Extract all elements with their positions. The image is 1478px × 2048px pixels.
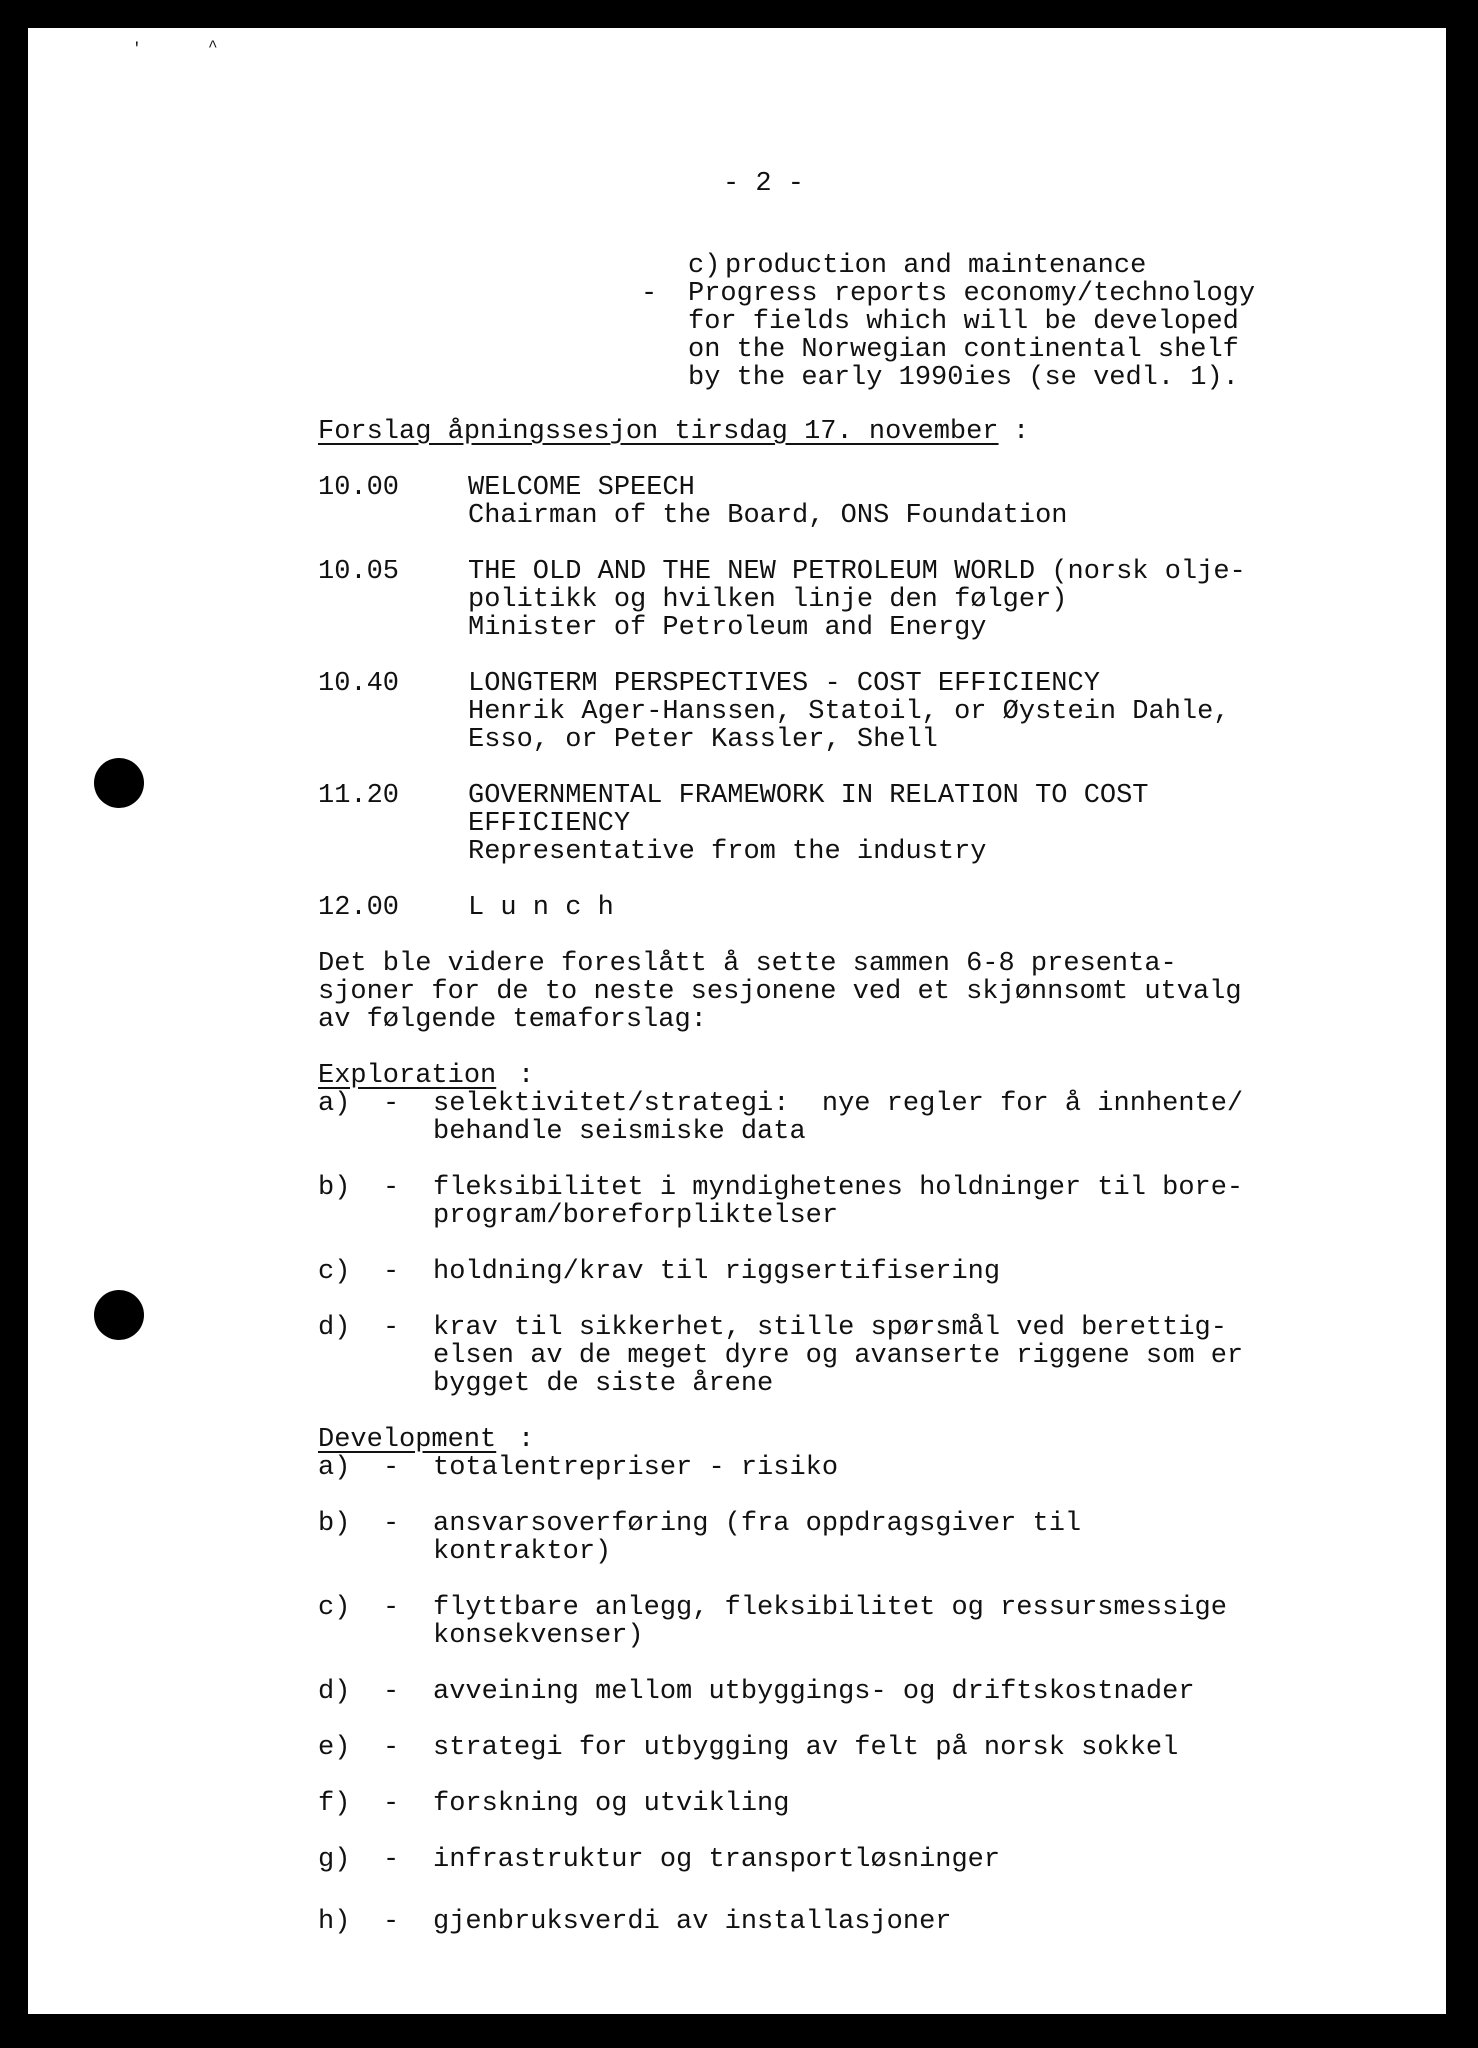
heading-colon: :	[518, 1425, 535, 1455]
schedule-time: 10.05	[318, 557, 400, 587]
schedule-time: 12.00	[318, 893, 400, 923]
list-letter: c)	[318, 1593, 351, 1623]
list-text: konsekvenser)	[433, 1621, 644, 1651]
list-text: bygget de siste årene	[433, 1369, 774, 1399]
list-text: infrastruktur og transportløsninger	[433, 1845, 1001, 1875]
list-letter: e)	[318, 1733, 351, 1763]
list-text: selektivitet/strategi: nye regler for å innhente/	[433, 1089, 1244, 1119]
heading-colon: :	[518, 1061, 535, 1091]
list-letter: b)	[318, 1173, 351, 1203]
list-dash: -	[383, 1257, 400, 1287]
document-page	[28, 28, 1446, 2014]
list-text: totalentrepriser - risiko	[433, 1453, 839, 1483]
list-text: strategi for utbygging av felt på norsk sokkel	[433, 1733, 1179, 1763]
schedule-text: Esso, or Peter Kassler, Shell	[468, 725, 938, 755]
section-heading: Exploration	[318, 1061, 497, 1091]
schedule-title: LONGTERM PERSPECTIVES - COST EFFICIENCY	[468, 669, 1100, 699]
schedule-title: L u n c h	[468, 893, 614, 923]
list-dash: -	[383, 1173, 400, 1203]
cont-line: for fields which will be developed	[688, 307, 1239, 337]
punch-hole	[94, 1290, 144, 1340]
paragraph-line: av følgende temaforslag:	[318, 1005, 707, 1035]
list-letter: f)	[318, 1789, 351, 1819]
section-heading: Development	[318, 1425, 497, 1455]
list-text: fleksibilitet i myndighetenes holdninger til bore-	[433, 1173, 1244, 1203]
list-dash: -	[383, 1089, 400, 1119]
list-dash: -	[383, 1907, 400, 1937]
list-letter: a)	[318, 1453, 351, 1483]
list-text: holdning/krav til riggsertifisering	[433, 1257, 1001, 1287]
list-letter: d)	[318, 1677, 351, 1707]
list-text: kontraktor)	[433, 1537, 612, 1567]
cont-line: on the Norwegian continental shelf	[688, 335, 1239, 365]
cont-label: c)	[688, 251, 721, 281]
schedule-title: GOVERNMENTAL FRAMEWORK IN RELATION TO COST	[468, 781, 1149, 811]
list-text: behandle seismiske data	[433, 1117, 806, 1147]
schedule-title: THE OLD AND THE NEW PETROLEUM WORLD (norsk olje-	[468, 557, 1246, 587]
schedule-time: 10.00	[318, 473, 400, 503]
heading-colon: :	[1013, 417, 1030, 447]
list-text: avveining mellom utbyggings- og driftskostnader	[433, 1677, 1195, 1707]
schedule-time: 11.20	[318, 781, 400, 811]
list-text: flyttbare anlegg, fleksibilitet og ressursmessige	[433, 1593, 1227, 1623]
list-letter: g)	[318, 1845, 351, 1875]
cont-line: Progress reports economy/technology	[688, 279, 1256, 309]
paragraph-line: Det ble videre foreslått å sette sammen 6-8 presenta-	[318, 949, 1177, 979]
list-dash: -	[383, 1313, 400, 1343]
scan-mark: ^	[208, 38, 218, 56]
list-dash: -	[383, 1789, 400, 1819]
list-letter: b)	[318, 1509, 351, 1539]
list-letter: d)	[318, 1313, 351, 1343]
schedule-text: Representative from the industry	[468, 837, 987, 867]
cont-line: by the early 1990ies (se vedl. 1).	[688, 363, 1239, 393]
list-dash: -	[383, 1845, 400, 1875]
schedule-title: EFFICIENCY	[468, 809, 631, 839]
schedule-text: Minister of Petroleum and Energy	[468, 613, 987, 643]
page-number: - 2 -	[723, 169, 805, 199]
list-dash: -	[383, 1593, 400, 1623]
list-letter: h)	[318, 1907, 351, 1937]
schedule-time: 10.40	[318, 669, 400, 699]
list-dash: -	[383, 1509, 400, 1539]
schedule-text: Chairman of the Board, ONS Foundation	[468, 501, 1068, 531]
list-text: elsen av de meget dyre og avanserte riggene som er	[433, 1341, 1244, 1371]
list-letter: c)	[318, 1257, 351, 1287]
schedule-text: politikk og hvilken linje den følger)	[468, 585, 1068, 615]
list-text: program/boreforpliktelser	[433, 1201, 839, 1231]
list-letter: a)	[318, 1089, 351, 1119]
cont-line: production and maintenance	[725, 251, 1147, 281]
list-text: forskning og utvikling	[433, 1789, 790, 1819]
list-text: gjenbruksverdi av installasjoner	[433, 1907, 952, 1937]
scan-mark: '	[132, 40, 142, 58]
list-dash: -	[383, 1453, 400, 1483]
punch-hole	[94, 758, 144, 808]
cont-dash: -	[641, 279, 658, 309]
list-dash: -	[383, 1677, 400, 1707]
list-dash: -	[383, 1733, 400, 1763]
schedule-text: Henrik Ager-Hanssen, Statoil, or Øystein Dahle,	[468, 697, 1230, 727]
section-heading: Forslag åpningssesjon tirsdag 17. november	[318, 417, 999, 447]
paragraph-line: sjoner for de to neste sesjonene ved et skjønnsomt utvalg	[318, 977, 1242, 1007]
list-text: ansvarsoverføring (fra oppdragsgiver til	[433, 1509, 1082, 1539]
schedule-title: WELCOME SPEECH	[468, 473, 695, 503]
list-text: krav til sikkerhet, stille spørsmål ved berettig-	[433, 1313, 1227, 1343]
